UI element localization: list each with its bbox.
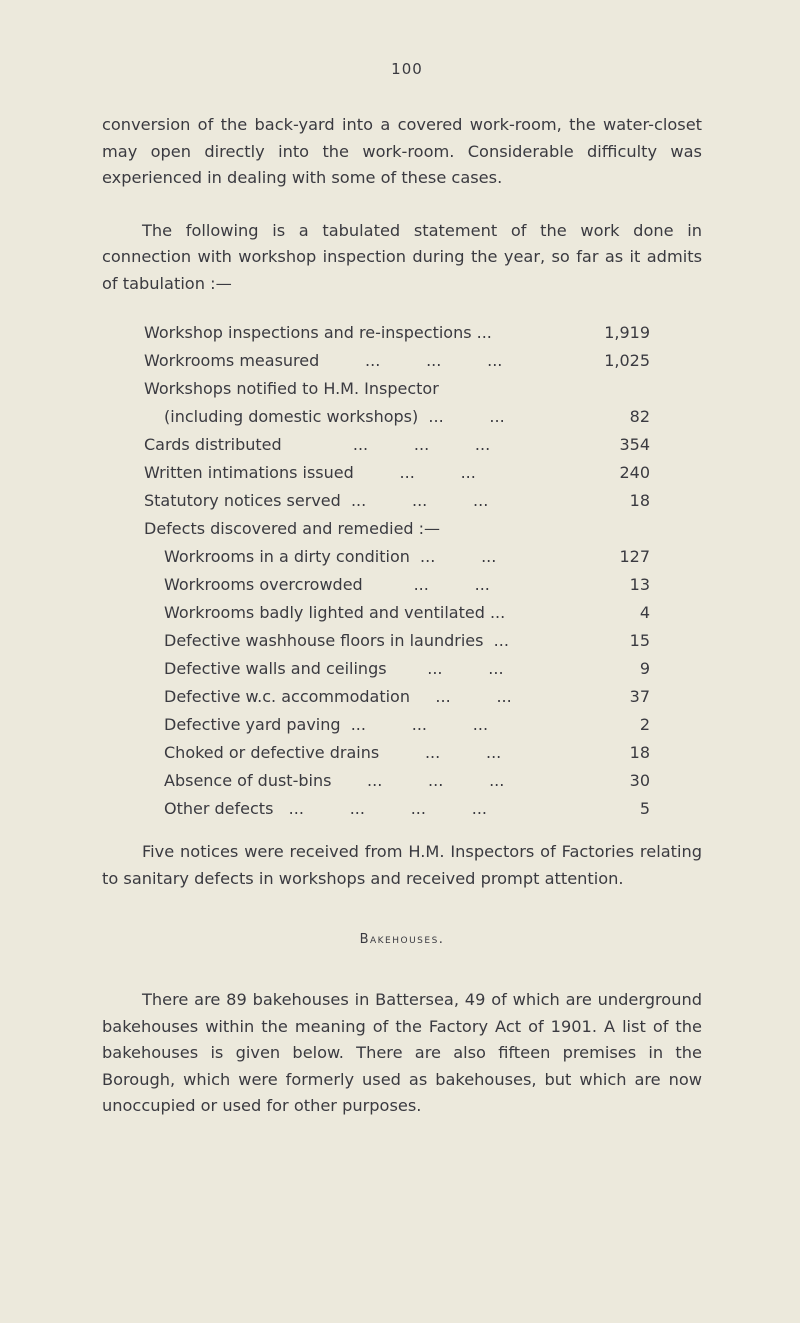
workshop-statistics-table (144, 319, 658, 823)
defect-label: Defective yard paving ... ... ... (164, 715, 489, 734)
stat-row (144, 319, 658, 347)
stat-value: 1,025 (604, 351, 650, 370)
stat-row (144, 431, 658, 459)
stat-value: 240 (619, 463, 650, 482)
paragraph-bakehouses: There are 89 bakehouses in Battersea, 49 of which are underground bakehouses within the meaning of the Factory Act of 1901. A list of the bakehouses is given below. There are also fifteen premises in the Borough, which were formerly used as bakehouses, but which are now unoccupied or used for other purposes. (102, 990, 702, 1115)
page-number: 100 (391, 60, 423, 78)
defect-row (144, 711, 658, 739)
defect-label: Defective walls and ceilings ... ... (164, 659, 504, 678)
stat-value: 354 (619, 435, 650, 454)
stat-label: Cards distributed ... ... ... (144, 435, 491, 454)
paragraph-factory-notices: Five notices were received from H.M. Inspectors of Factories relating to sanitary defects in workshops and received prompt attention. (102, 842, 702, 888)
paragraph-conversion: conversion of the back-yard into a covered work-room, the water-closet may open directly into the work-room. Considerable difficulty was experienced in dealing with some of these cases. (102, 115, 702, 187)
defect-row (144, 599, 658, 627)
stat-value: 18 (629, 491, 650, 510)
defect-value: 13 (629, 575, 650, 594)
stat-row (144, 347, 658, 375)
defect-value: 127 (619, 547, 650, 566)
stat-row (144, 375, 658, 403)
stat-row (144, 403, 658, 431)
defect-label: Workrooms badly lighted and ventilated ... (164, 603, 506, 622)
defect-label: Defective washhouse floors in laundries ... (164, 631, 509, 650)
stat-value: 82 (629, 407, 650, 426)
defect-row (144, 627, 658, 655)
defect-label: Workrooms in a dirty condition ... ... (164, 547, 497, 566)
defect-row (144, 543, 658, 571)
defect-value: 5 (639, 799, 650, 818)
document-page (102, 60, 702, 1120)
defect-value: 2 (639, 715, 650, 734)
defect-value: 18 (629, 743, 650, 762)
defect-row (144, 683, 658, 711)
defect-label: Workrooms overcrowded ... ... (164, 575, 490, 594)
defect-value: 37 (629, 687, 650, 706)
defect-label: Absence of dust-bins ... ... ... (164, 771, 505, 790)
defect-row (144, 795, 658, 823)
defect-label: Defective w.c. accommodation ... ... (164, 687, 512, 706)
stat-value: 1,919 (604, 323, 650, 342)
defect-value: 9 (639, 659, 650, 678)
defect-row (144, 571, 658, 599)
stat-label: Workrooms measured ... ... ... (144, 351, 503, 370)
stat-label: Workshops notified to H.M. Inspector (144, 379, 439, 398)
defect-value: 4 (639, 603, 650, 622)
defect-value: 30 (629, 771, 650, 790)
stat-row (144, 487, 658, 515)
stat-label: Workshop inspections and re-inspections ... (144, 323, 492, 342)
stat-label: Written intimations issued ... ... (144, 463, 476, 482)
paragraph-tabulated-intro: The following is a tabulated statement of the work done in connection with workshop inspection during the year, so far as it admits of tabulation :— (102, 220, 702, 293)
defect-label: Choked or defective drains ... ... (164, 743, 502, 762)
defect-row (144, 655, 658, 683)
defect-row (144, 767, 658, 795)
stat-label: Defects discovered and remedied :— (144, 519, 441, 538)
stat-row (144, 515, 658, 543)
defect-label: Other defects ... ... ... ... (164, 799, 488, 818)
stat-label: Statutory notices served ... ... ... (144, 491, 489, 510)
stat-row (144, 459, 658, 487)
defect-row (144, 739, 658, 767)
stat-label: (including domestic workshops) ... ... (164, 407, 505, 426)
defect-value: 15 (629, 631, 650, 650)
section-heading-bakehouses: Bakehouses. (359, 932, 445, 947)
